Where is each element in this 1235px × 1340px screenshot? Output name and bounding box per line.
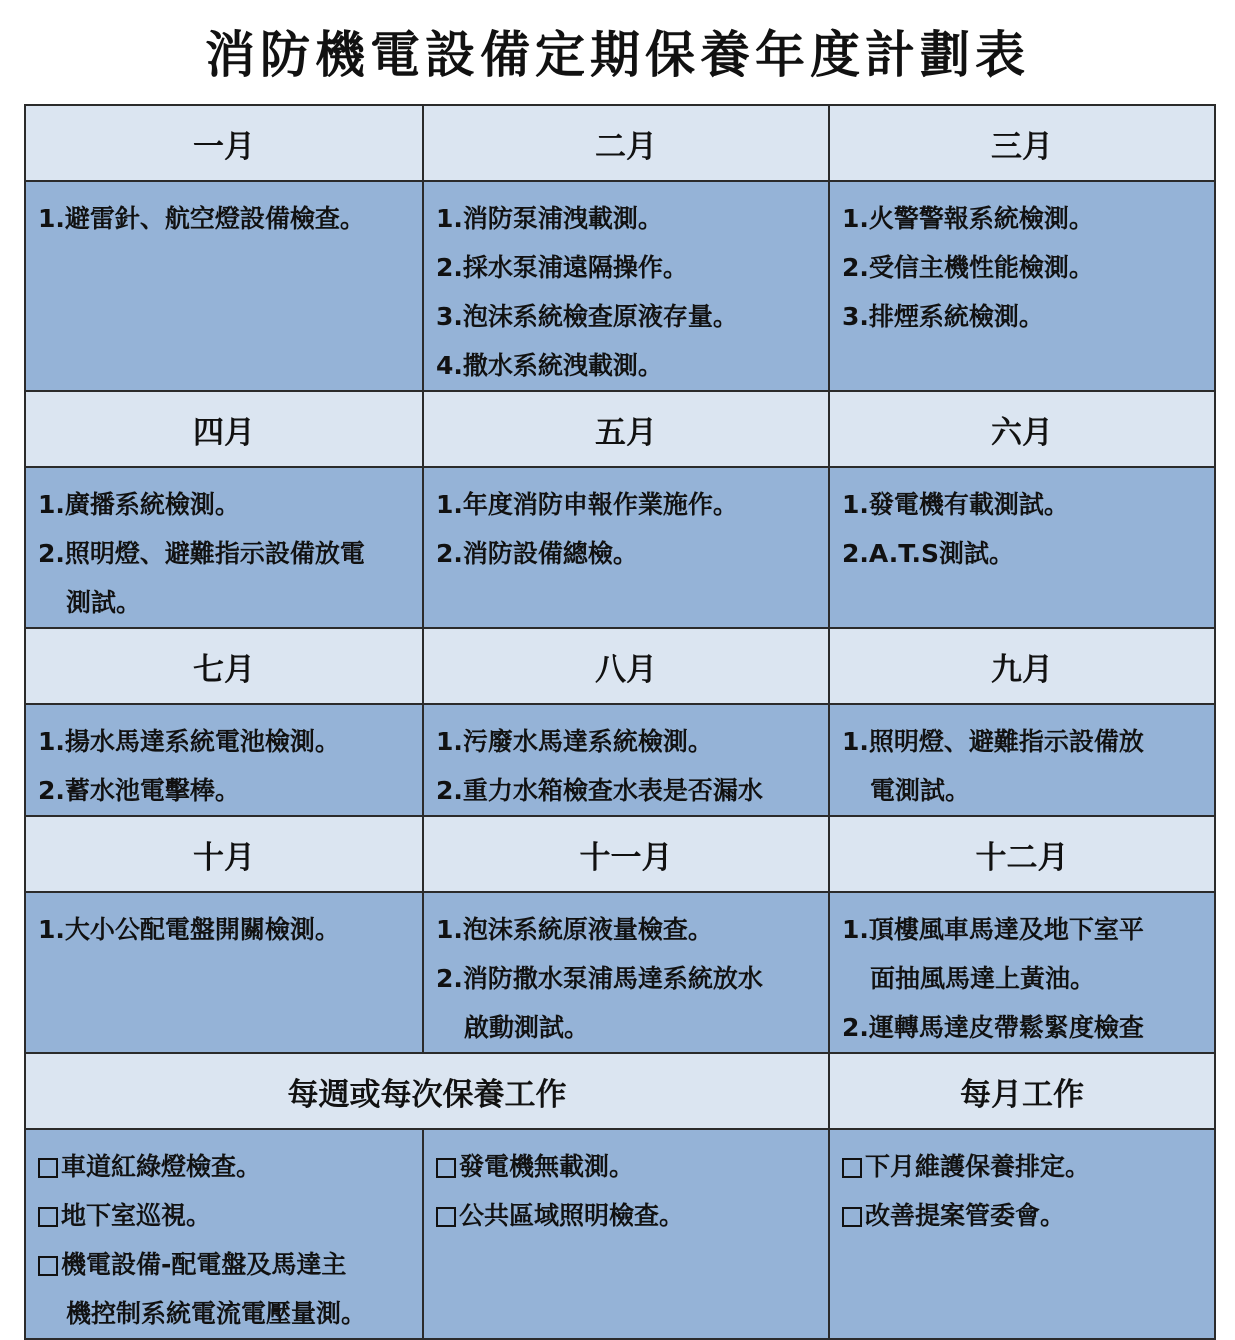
- task-item: [436, 954, 814, 1052]
- task-list: [424, 1130, 828, 1240]
- weekly-header: 每週或每次保養工作: [25, 1053, 829, 1129]
- checkbox-icon[interactable]: [38, 1207, 58, 1227]
- checkbox-icon[interactable]: [38, 1158, 58, 1178]
- month-body-row: [25, 467, 1215, 628]
- task-item: [38, 1191, 408, 1240]
- monthly-tasks-cell: [829, 1129, 1215, 1339]
- task-text: 2.重力水箱檢查水表是否漏水: [436, 776, 763, 805]
- task-text: 1.避雷針、航空燈設備檢查。: [38, 204, 365, 233]
- maintenance-plan-table: [24, 104, 1216, 1340]
- task-item: [436, 243, 814, 292]
- month-tasks-cell: [25, 467, 423, 628]
- month-header: 三月: [829, 105, 1215, 181]
- task-text-continued: 電測試。: [870, 776, 971, 805]
- month-tasks-cell: [829, 467, 1215, 628]
- month-header: 十月: [25, 816, 423, 892]
- checkbox-icon[interactable]: [436, 1158, 456, 1178]
- checkbox-icon[interactable]: [436, 1207, 456, 1227]
- month-body-row: [25, 892, 1215, 1053]
- task-text: 2.採水泵浦遠隔操作。: [436, 253, 688, 282]
- task-text: 2.A.T.S測試。: [842, 539, 1014, 568]
- month-header: 一月: [25, 105, 423, 181]
- month-header: 五月: [423, 391, 829, 467]
- task-item: [38, 905, 408, 954]
- task-list: [26, 1130, 422, 1338]
- task-text: 1.頂樓風車馬達及地下室平: [842, 915, 1144, 944]
- task-text: 1.大小公配電盤開關檢測。: [38, 915, 340, 944]
- month-header-row: [25, 391, 1215, 467]
- task-item: [436, 905, 814, 954]
- task-text: 3.泡沫系統檢查原液存量。: [436, 302, 738, 331]
- task-list: [424, 182, 828, 390]
- monthly-header: 每月工作: [829, 1053, 1215, 1129]
- task-item: [38, 194, 408, 243]
- task-item: [436, 341, 814, 390]
- task-item: [842, 1191, 1200, 1240]
- task-text-continued: 啟動測試。: [464, 1013, 590, 1042]
- task-item: [436, 480, 814, 529]
- task-list: [424, 468, 828, 578]
- routine-header-row: [25, 1053, 1215, 1129]
- task-item: [842, 905, 1200, 1003]
- task-list: [26, 705, 422, 815]
- month-body-row: [25, 181, 1215, 391]
- checkbox-icon[interactable]: [842, 1207, 862, 1227]
- task-text: 1.年度消防申報作業施作。: [436, 490, 738, 519]
- month-tasks-cell: [25, 181, 423, 391]
- task-item: [842, 1142, 1200, 1191]
- task-item: [842, 292, 1200, 341]
- page-title: 消防機電設備定期保養年度計劃表: [205, 25, 1030, 84]
- task-item: [436, 529, 814, 578]
- month-header: 十一月: [423, 816, 829, 892]
- task-text: 2.蓄水池電擊棒。: [38, 776, 240, 805]
- task-item: [842, 529, 1200, 578]
- task-item: [842, 243, 1200, 292]
- month-tasks-cell: [423, 704, 829, 816]
- task-list: [830, 893, 1214, 1052]
- month-tasks-cell: [25, 892, 423, 1053]
- checkbox-icon[interactable]: [38, 1256, 58, 1276]
- task-text-continued: 機控制系統電流電壓量測。: [66, 1299, 367, 1328]
- month-header: 八月: [423, 628, 829, 704]
- month-tasks-cell: [423, 467, 829, 628]
- task-item: [38, 717, 408, 766]
- task-item: [842, 480, 1200, 529]
- month-tasks-cell: [829, 181, 1215, 391]
- month-tasks-cell: [829, 892, 1215, 1053]
- plan-grid: [25, 105, 1215, 1339]
- task-text: 下月維護保養排定。: [865, 1152, 1091, 1181]
- task-list: [26, 182, 422, 243]
- task-text: 4.撒水系統洩載測。: [436, 351, 663, 380]
- routine-body-row: [25, 1129, 1215, 1339]
- task-item: [38, 480, 408, 529]
- month-header-row: [25, 105, 1215, 181]
- task-list: [830, 1130, 1214, 1240]
- month-tasks-cell: [423, 892, 829, 1053]
- task-text: 改善提案管委會。: [865, 1201, 1066, 1230]
- task-item: [436, 292, 814, 341]
- month-header-row: [25, 816, 1215, 892]
- task-text: 3.排煙系統檢測。: [842, 302, 1044, 331]
- task-list: [830, 468, 1214, 578]
- task-item: [842, 194, 1200, 243]
- month-tasks-cell: [25, 704, 423, 816]
- month-header: 七月: [25, 628, 423, 704]
- task-text: 車道紅綠燈檢查。: [61, 1152, 262, 1181]
- task-list: [26, 893, 422, 954]
- task-text-continued: 面抽風馬達上黃油。: [870, 964, 1096, 993]
- month-header: 九月: [829, 628, 1215, 704]
- task-item: [38, 529, 408, 627]
- task-item: [436, 766, 814, 815]
- task-list: [830, 705, 1214, 815]
- task-item: [842, 717, 1200, 815]
- weekly-tasks-cell-1: [25, 1129, 423, 1339]
- task-text: 1.廣播系統檢測。: [38, 490, 240, 519]
- task-text: 2.照明燈、避難指示設備放電: [38, 539, 365, 568]
- task-item: [38, 1240, 408, 1338]
- task-text: 發電機無載測。: [459, 1152, 635, 1181]
- task-list: [26, 468, 422, 627]
- weekly-tasks-cell-2: [423, 1129, 829, 1339]
- month-header: 二月: [423, 105, 829, 181]
- task-text: 1.消防泵浦洩載測。: [436, 204, 663, 233]
- task-item: [436, 1142, 814, 1191]
- month-header: 四月: [25, 391, 423, 467]
- task-text: 2.消防設備總檢。: [436, 539, 638, 568]
- task-list: [424, 705, 828, 815]
- task-text: 2.受信主機性能檢測。: [842, 253, 1094, 282]
- task-text: 1.污廢水馬達系統檢測。: [436, 727, 713, 756]
- task-text: 1.照明燈、避難指示設備放: [842, 727, 1144, 756]
- task-list: [424, 893, 828, 1052]
- task-text: 機電設備-配電盤及馬達主: [61, 1250, 347, 1279]
- task-item: [436, 194, 814, 243]
- task-item: [38, 1142, 408, 1191]
- task-text-continued: 測試。: [66, 588, 142, 617]
- task-text: 2.消防撒水泵浦馬達系統放水: [436, 964, 763, 993]
- task-item: [842, 1003, 1200, 1052]
- task-item: [38, 766, 408, 815]
- month-tasks-cell: [829, 704, 1215, 816]
- month-tasks-cell: [423, 181, 829, 391]
- checkbox-icon[interactable]: [842, 1158, 862, 1178]
- month-header: 十二月: [829, 816, 1215, 892]
- task-text: 2.運轉馬達皮帶鬆緊度檢查: [842, 1013, 1144, 1042]
- task-item: [436, 717, 814, 766]
- month-header: 六月: [829, 391, 1215, 467]
- task-text: 1.揚水馬達系統電池檢測。: [38, 727, 340, 756]
- task-text: 1.泡沫系統原液量檢查。: [436, 915, 713, 944]
- task-text: 公共區域照明檢查。: [459, 1201, 685, 1230]
- month-body-row: [25, 704, 1215, 816]
- task-text: 1.火警警報系統檢測。: [842, 204, 1094, 233]
- task-item: [436, 1191, 814, 1240]
- task-list: [830, 182, 1214, 341]
- month-header-row: [25, 628, 1215, 704]
- task-text: 地下室巡視。: [61, 1201, 212, 1230]
- task-text: 1.發電機有載測試。: [842, 490, 1069, 519]
